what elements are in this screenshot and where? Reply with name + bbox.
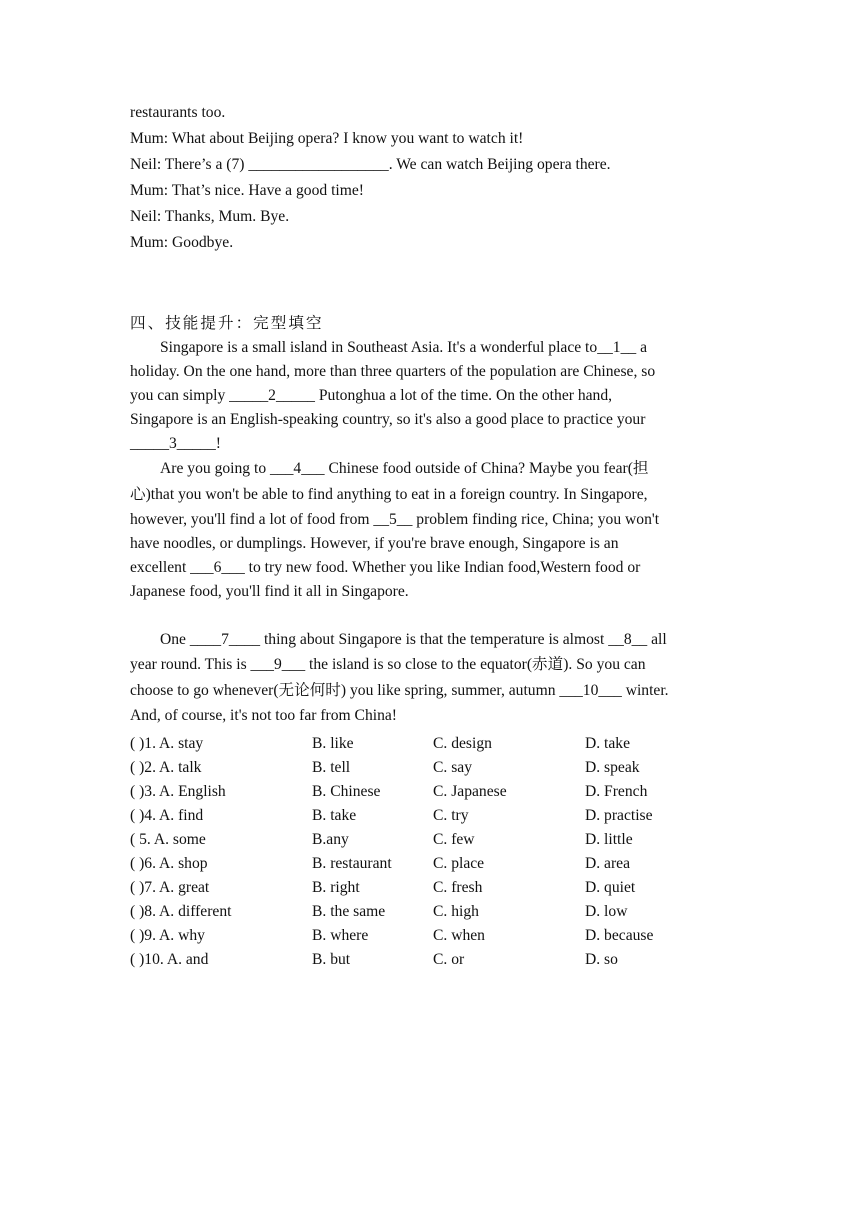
option-row [130,900,730,924]
options-list [130,732,730,972]
passage-line: Are you going to ___4___ Chinese food outside of China? Maybe you fear(担 [160,460,649,477]
dialogue-line: Mum: That’s nice. Have a good time! [130,182,364,199]
passage-line: have noodles, or dumplings. However, if you're brave enough, Singapore is an [130,535,619,552]
option-row [130,732,730,756]
option-c: C. Japanese [433,783,507,800]
cloze-passage [130,336,730,728]
option-d: D. little [585,831,633,848]
option-c: C. design [433,735,492,752]
passage-line: holiday. On the one hand, more than three quarters of the population are Chinese, so [130,363,656,380]
question-option-a: ( )9. A. why [130,927,205,944]
option-c: C. when [433,927,485,944]
question-option-a: ( )1. A. stay [130,735,204,752]
option-row [130,948,730,972]
paragraph-gap [130,604,730,628]
option-d: D. speak [585,759,640,776]
option-c: C. high [433,903,479,920]
option-row [130,756,730,780]
option-b: B. right [312,879,360,896]
section-heading: 四、技能提升：完型填空 [130,314,324,332]
option-row [130,804,730,828]
passage-line: choose to go whenever(无论何时) you like spring, summer, autumn ___10___ winter. [130,682,669,699]
passage-line: And, of course, it's not too far from China! [130,707,397,724]
dialogue-line: Neil: There’s a (7) __________________. We can watch Beijing opera there. [130,156,611,173]
option-c: C. fresh [433,879,483,896]
option-d: D. practise [585,807,653,824]
option-c: C. say [433,759,472,776]
option-row [130,828,730,852]
option-c: C. or [433,951,465,968]
option-d: D. low [585,903,628,920]
question-option-a: ( )2. A. talk [130,759,202,776]
option-b: B. where [312,927,369,944]
passage-line: Japanese food, you'll find it all in Singapore. [130,583,409,600]
passage-line: however, you'll find a lot of food from __5__ problem finding rice, China; you won't [130,511,660,528]
question-option-a: ( )3. A. English [130,783,226,800]
passage-line: excellent ___6___ to try new food. Whether you like Indian food,Western food or [130,559,641,576]
question-option-a: ( 5. A. some [130,831,206,848]
passage-line: One ____7____ thing about Singapore is that the temperature is almost __8__ all [160,631,667,648]
option-row [130,852,730,876]
dialogue-line: Mum: Goodbye. [130,234,234,251]
passage-line: _____3_____! [130,435,221,452]
option-b: B. restaurant [312,855,392,872]
passage-line: Singapore is an English-speaking country, so it's also a good place to practice your [130,411,646,428]
passage-line: Singapore is a small island in Southeast Asia. It's a wonderful place to__1__ a [160,339,647,356]
passage-line: year round. This is ___9___ the island is so close to the equator(赤道). So you can [130,656,646,673]
option-c: C. few [433,831,475,848]
dialogue-line: Neil: Thanks, Mum. Bye. [130,208,290,225]
option-d: D. French [585,783,648,800]
option-row [130,780,730,804]
question-option-a: ( )8. A. different [130,903,232,920]
option-row [130,924,730,948]
option-b: B. but [312,951,351,968]
option-c: C. place [433,855,485,872]
option-d: D. so [585,951,618,968]
dialogue-line: restaurants too. [130,104,226,121]
option-b: B. tell [312,759,351,776]
option-b: B. like [312,735,354,752]
option-b: B. take [312,807,357,824]
option-row [130,876,730,900]
question-option-a: ( )4. A. find [130,807,204,824]
option-b: B.any [312,831,349,848]
option-b: B. Chinese [312,783,381,800]
question-option-a: ( )10. A. and [130,951,209,968]
question-option-a: ( )6. A. shop [130,855,208,872]
option-d: D. area [585,855,631,872]
option-b: B. the same [312,903,386,920]
option-d: D. take [585,735,631,752]
question-option-a: ( )7. A. great [130,879,210,896]
dialogue-line: Mum: What about Beijing opera? I know you want to watch it! [130,130,524,147]
option-d: D. quiet [585,879,636,896]
option-d: D. because [585,927,654,944]
dialogue [130,100,730,256]
passage-line: 心)that you won't be able to find anything to eat in a foreign country. In Singapore, [130,486,648,503]
option-c: C. try [433,807,469,824]
passage-line: you can simply _____2_____ Putonghua a lot of the time. On the other hand, [130,387,613,404]
